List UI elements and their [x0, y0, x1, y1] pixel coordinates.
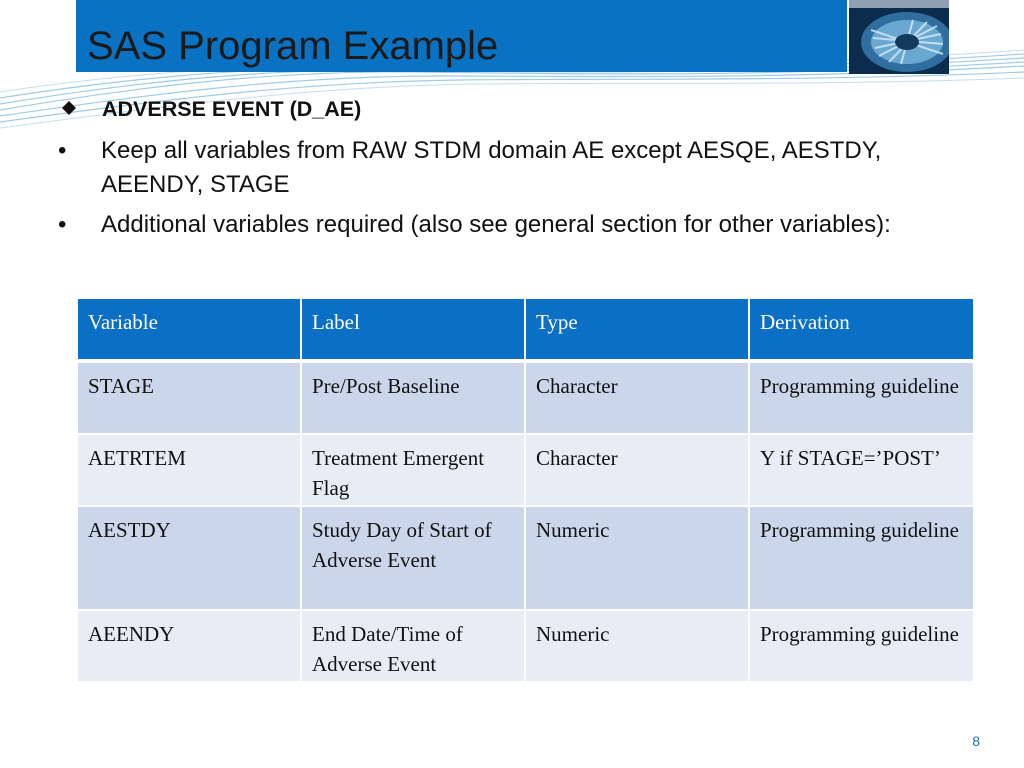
table-cell: Character — [525, 434, 749, 506]
table-cell: STAGE — [77, 361, 301, 434]
table-cell: Numeric — [525, 610, 749, 682]
column-header-label: Label — [301, 298, 525, 361]
column-header-type: Type — [525, 298, 749, 361]
table-cell: AETRTEM — [77, 434, 301, 506]
table-cell: Programming guideline — [749, 610, 974, 682]
bullet-item — [58, 134, 918, 202]
table-cell: Numeric — [525, 506, 749, 610]
slide-title: SAS Program Example — [87, 24, 499, 68]
table-row — [77, 506, 974, 610]
table-cell: Character — [525, 361, 749, 434]
table-row — [77, 361, 974, 434]
table-cell: Programming guideline — [749, 361, 974, 434]
column-header-variable: Variable — [77, 298, 301, 361]
engine-turbine-image — [849, 0, 949, 74]
table-cell: Treatment Emergent Flag — [301, 434, 525, 506]
table-cell: Y if STAGE=’POST’ — [749, 434, 974, 506]
table-header-row — [77, 298, 974, 361]
table-row — [77, 434, 974, 506]
table-cell: AEENDY — [77, 610, 301, 682]
table-row — [77, 610, 974, 682]
column-header-derivation: Derivation — [749, 298, 974, 361]
bullet-text: Keep all variables from RAW STDM domain AE except AESQE, AESTDY, AEENDY, STAGE — [101, 137, 882, 198]
table-cell: Programming guideline — [749, 506, 974, 610]
section-heading — [62, 96, 942, 122]
bullet-item — [58, 208, 918, 276]
diamond-bullet-icon — [62, 101, 76, 115]
heading-text: ADVERSE EVENT (D_AE) — [102, 97, 362, 121]
page-number: 8 — [972, 733, 980, 749]
table-cell: End Date/Time of Adverse Event — [301, 610, 525, 682]
bullet-text: Additional variables required (also see general section for other variables): — [101, 211, 891, 238]
bullet-dot: • — [58, 137, 67, 164]
bullet-dot: • — [58, 211, 67, 238]
variables-table — [76, 297, 973, 681]
table-cell: Study Day of Start of Adverse Event — [301, 506, 525, 610]
table-cell: AESTDY — [77, 506, 301, 610]
table-cell: Pre/Post Baseline — [301, 361, 525, 434]
